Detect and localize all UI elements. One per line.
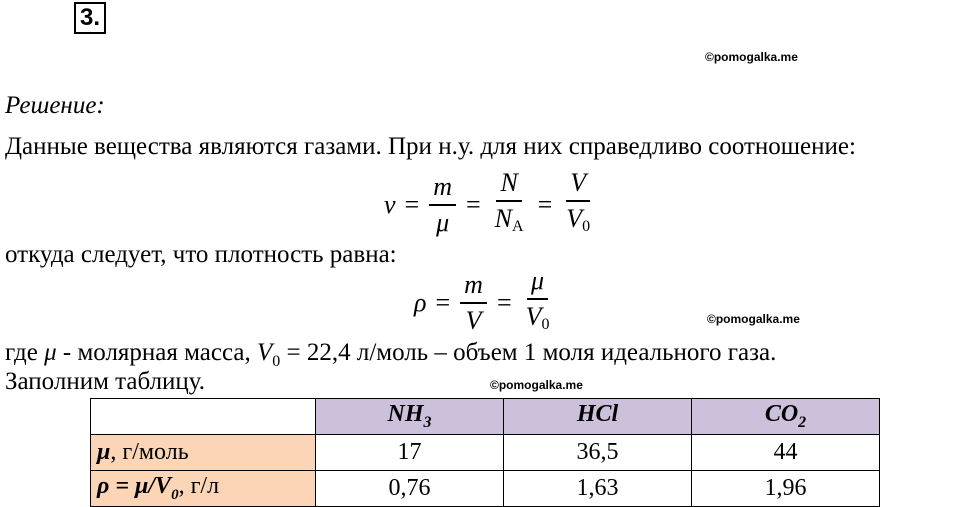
numerator: m (429, 172, 456, 206)
fraction-n-na (491, 168, 528, 242)
denominator: $V_0$ (525, 302, 550, 333)
watermark: ©pomogalka.me (490, 378, 583, 392)
numerator: V (566, 168, 590, 202)
table-cell: 36,5 (504, 435, 692, 471)
table-header-cell: $NH_3$ (316, 399, 504, 435)
formula-rho-lhs: ρ (414, 288, 427, 317)
fraction-m-v (460, 270, 487, 336)
watermark: ©pomogalka.me (705, 50, 798, 64)
equals-sign: = (404, 190, 420, 219)
fraction-mu-v0 (522, 266, 554, 340)
denominator: μ (436, 208, 450, 237)
data-table (90, 398, 880, 507)
fraction-v-v0 (562, 168, 594, 242)
formula-nu (384, 168, 595, 242)
equals-sign: = (435, 288, 451, 317)
numerator: m (460, 270, 487, 304)
table-row (91, 471, 880, 507)
numerator: μ (527, 266, 548, 300)
table-cell: 44 (692, 435, 880, 471)
paragraph-intro: Данные вещества являются газами. При н.у. для них справедливо соотношение: (5, 133, 856, 160)
table-cell: 17 (316, 435, 504, 471)
task-number: 3. (74, 2, 106, 34)
watermark: ©pomogalka.me (707, 312, 800, 326)
fraction-m-mu (429, 172, 456, 238)
paragraph-definitions: где μ - молярная масса, $V_0 = 22,4$ л/моль – объем 1 моля идеального газа. (5, 339, 777, 370)
table-header-cell: HCl (504, 399, 692, 435)
denominator: $N_A$ (494, 204, 524, 235)
table-cell: 1,63 (504, 471, 692, 507)
table-row-label: μ, г/моль (91, 435, 316, 471)
formula-nu-lhs: ν (384, 190, 396, 219)
formula-rho (414, 266, 555, 340)
numerator: N (496, 168, 521, 202)
table-cell: 0,76 (316, 471, 504, 507)
table-cell: 1,96 (692, 471, 880, 507)
paragraph-table-intro: Заполним таблицу. (5, 368, 206, 395)
table-row (91, 435, 880, 471)
denominator: $V_0$ (566, 204, 591, 235)
equals-sign: = (466, 190, 481, 219)
paragraph-density: откуда следует, что плотность равна: (5, 241, 397, 268)
solution-heading: Решение: (5, 92, 105, 119)
table-header-cell: $CO_2$ (692, 399, 880, 435)
table-corner-cell (91, 399, 316, 435)
denominator: V (465, 306, 482, 335)
table-row-label: $\rho = \mu/V_0$, г/л (91, 471, 316, 507)
equals-sign: = (537, 190, 553, 219)
equals-sign: = (496, 288, 512, 317)
table-header-row (91, 399, 880, 435)
